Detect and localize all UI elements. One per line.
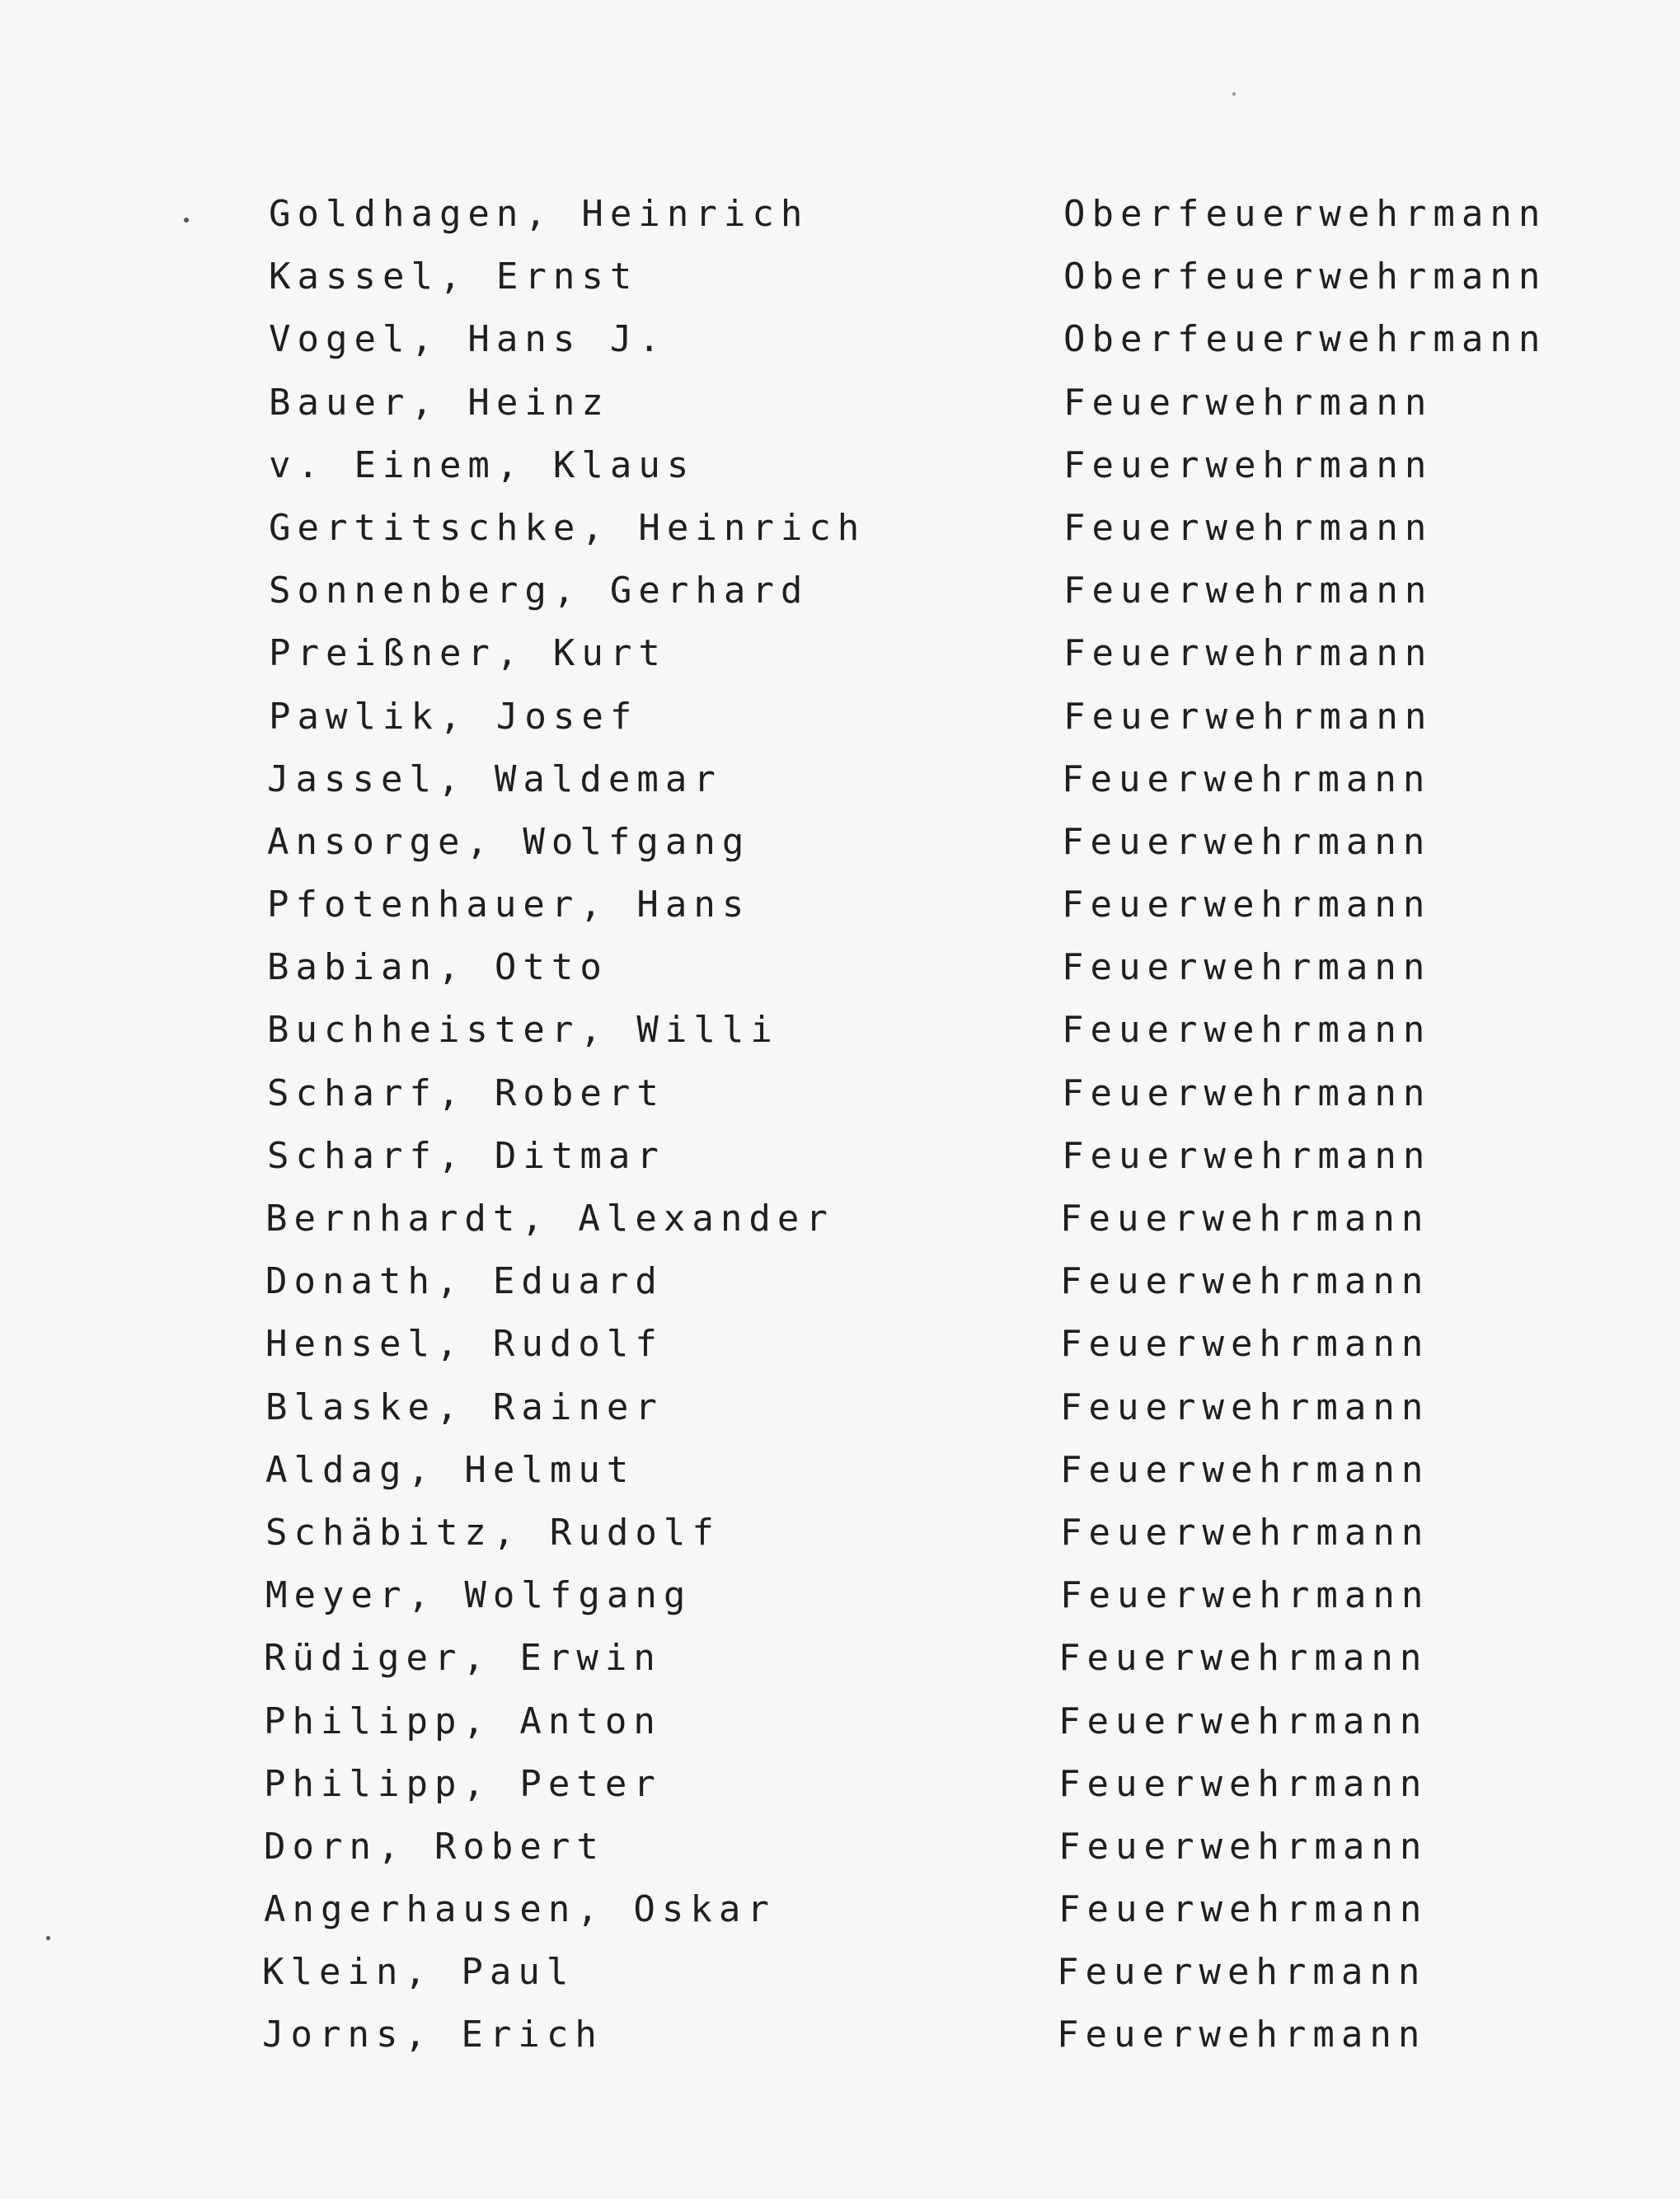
member-name: Rüdiger, Erwin	[264, 1637, 662, 1680]
list-item	[262, 622, 1515, 685]
member-name: Schäbitz, Rudolf	[265, 1511, 720, 1554]
ink-speck	[46, 1936, 50, 1940]
personnel-list	[262, 183, 1547, 2067]
member-name: Bernhardt, Alexander	[265, 1198, 834, 1240]
list-item	[262, 497, 1515, 560]
list-item	[262, 1125, 1515, 1188]
member-name: Bauer, Heinz	[269, 381, 610, 424]
member-rank: Feuerwehrmann	[1058, 1825, 1429, 1868]
member-rank: Feuerwehrmann	[1060, 1448, 1430, 1491]
member-rank: Feuerwehrmann	[1058, 1700, 1429, 1742]
list-item	[262, 2004, 1515, 2066]
member-rank: Feuerwehrmann	[1060, 1260, 1430, 1303]
list-item	[262, 999, 1515, 1062]
member-name: Dorn, Robert	[264, 1825, 605, 1868]
member-rank: Feuerwehrmann	[1062, 1071, 1432, 1114]
member-rank: Oberfeuerwehrmann	[1063, 318, 1547, 361]
member-rank: Feuerwehrmann	[1062, 884, 1432, 926]
member-name: Goldhagen, Heinrich	[269, 193, 809, 235]
list-item	[262, 1941, 1515, 2004]
member-rank: Feuerwehrmann	[1062, 1009, 1432, 1052]
member-rank: Feuerwehrmann	[1062, 1134, 1432, 1177]
list-item	[262, 748, 1515, 811]
list-item	[262, 1188, 1515, 1250]
member-name: Pfotenhauer, Hans	[267, 884, 751, 926]
member-rank: Feuerwehrmann	[1057, 2014, 1427, 2056]
list-item	[262, 308, 1547, 371]
member-rank: Feuerwehrmann	[1060, 1386, 1430, 1428]
member-name: Preißner, Kurt	[269, 632, 667, 675]
member-name: Kassel, Ernst	[269, 256, 639, 298]
member-name: Blaske, Rainer	[265, 1386, 664, 1428]
ink-speck	[1232, 92, 1236, 96]
list-item	[262, 183, 1547, 246]
ink-speck	[184, 218, 189, 223]
list-item	[262, 686, 1515, 748]
member-rank: Feuerwehrmann	[1063, 443, 1434, 486]
list-item	[262, 434, 1515, 497]
member-name: Jorns, Erich	[262, 2014, 603, 2056]
member-rank: Oberfeuerwehrmann	[1063, 256, 1547, 298]
list-item	[262, 1376, 1515, 1439]
member-name: Aldag, Helmut	[265, 1448, 636, 1491]
list-item	[262, 1250, 1515, 1313]
member-rank: Feuerwehrmann	[1060, 1511, 1430, 1554]
list-item	[262, 1439, 1515, 1502]
list-item	[262, 560, 1515, 622]
member-rank: Feuerwehrmann	[1058, 1888, 1429, 1931]
list-item	[262, 246, 1547, 308]
member-name: Ansorge, Wolfgang	[267, 820, 751, 863]
member-rank: Feuerwehrmann	[1057, 1951, 1427, 1994]
member-rank: Feuerwehrmann	[1063, 570, 1434, 612]
member-name: Sonnenberg, Gerhard	[269, 570, 809, 612]
member-rank: Feuerwehrmann	[1062, 757, 1432, 800]
list-item	[262, 1062, 1515, 1125]
list-item	[262, 936, 1515, 999]
list-item	[262, 1502, 1515, 1564]
member-rank: Feuerwehrmann	[1060, 1574, 1430, 1617]
member-rank: Feuerwehrmann	[1063, 632, 1434, 675]
member-name: Buchheister, Willi	[267, 1009, 779, 1052]
member-name: Pawlik, Josef	[269, 695, 639, 738]
member-name: Babian, Otto	[267, 946, 608, 989]
list-item	[262, 874, 1515, 936]
member-rank: Feuerwehrmann	[1058, 1762, 1429, 1805]
member-rank: Feuerwehrmann	[1060, 1323, 1430, 1366]
list-item	[262, 1753, 1515, 1816]
member-name: Gertitschke, Heinrich	[269, 506, 866, 549]
member-name: Hensel, Rudolf	[265, 1323, 664, 1366]
member-name: Donath, Eduard	[265, 1260, 664, 1303]
member-rank: Feuerwehrmann	[1062, 946, 1432, 989]
list-item	[262, 1878, 1515, 1941]
member-rank: Feuerwehrmann	[1058, 1637, 1429, 1680]
member-rank: Oberfeuerwehrmann	[1063, 193, 1547, 235]
list-item	[262, 1816, 1515, 1878]
member-name: Meyer, Wolfgang	[265, 1574, 692, 1617]
member-name: Angerhausen, Oskar	[264, 1888, 776, 1931]
member-name: Philipp, Anton	[264, 1700, 662, 1742]
member-rank: Feuerwehrmann	[1063, 695, 1434, 738]
member-name: Jassel, Waldemar	[267, 757, 722, 800]
list-item	[262, 1627, 1515, 1690]
list-item	[262, 372, 1515, 434]
member-rank: Feuerwehrmann	[1063, 381, 1434, 424]
member-rank: Feuerwehrmann	[1060, 1198, 1430, 1240]
list-item	[262, 1690, 1515, 1753]
member-name: Philipp, Peter	[264, 1762, 662, 1805]
member-name: Vogel, Hans J.	[269, 318, 667, 361]
list-item	[262, 1313, 1515, 1376]
member-name: Scharf, Robert	[267, 1071, 665, 1114]
member-rank: Feuerwehrmann	[1063, 506, 1434, 549]
member-rank: Feuerwehrmann	[1062, 820, 1432, 863]
member-name: Klein, Paul	[262, 1951, 575, 1994]
list-item	[262, 1564, 1515, 1627]
list-item	[262, 811, 1515, 874]
member-name: Scharf, Ditmar	[267, 1134, 665, 1177]
member-name: v. Einem, Klaus	[269, 443, 696, 486]
